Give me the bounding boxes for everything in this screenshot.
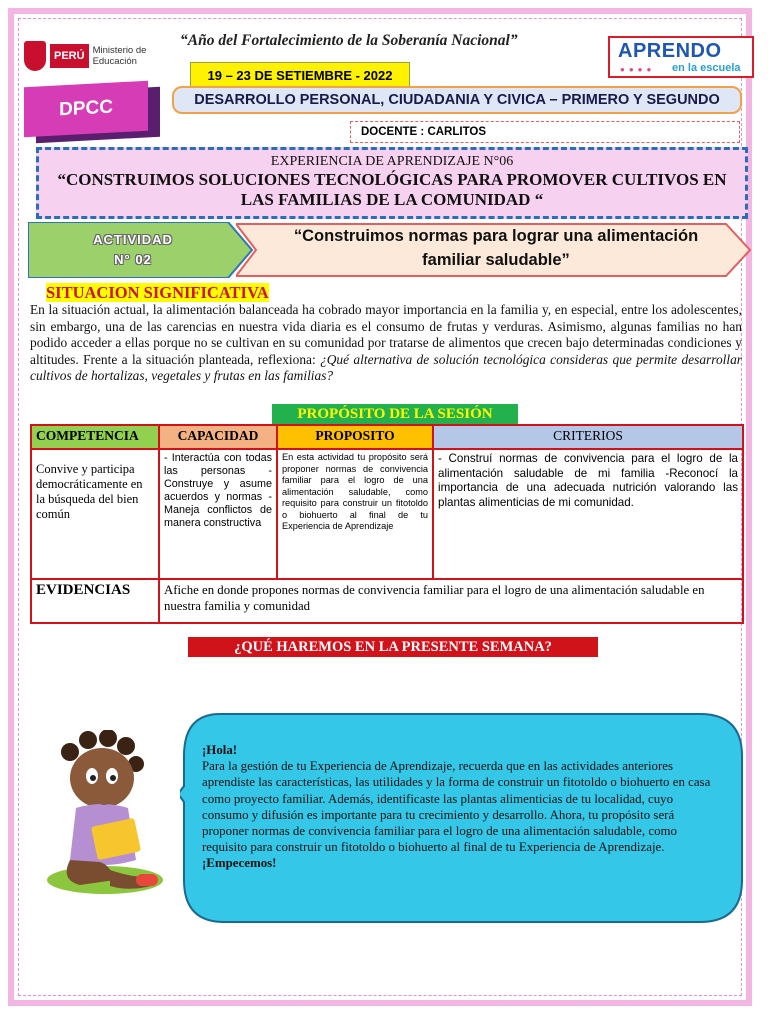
aprendo-logo-main: APRENDO (618, 40, 722, 62)
header-proposito: PROPOSITO (277, 425, 433, 449)
aprendo-logo-sub: en la escuela (672, 62, 741, 74)
situation-text (30, 302, 742, 385)
teacher-name: DOCENTE : CARLITOS (350, 121, 740, 143)
purpose-heading: PROPÓSITO DE LA SESIÓN (272, 404, 518, 424)
bubble-body: Para la gestión de tu Experiencia de Aprendizaje, recuerda que en las actividades anteriores aprendiste las características, las utilidades y la forma de construir un fitotoldo o biohuerto en casa como proyecto familiar. Además, identificaste las plantas alimenticias de tu localidad, cuyo consumo y difusión es importante para tu crecimiento y desarrollo. Ahora, tu propósito será proponer normas de convivencia familiar para el logro de una alimentación saludable, como requisito para construir un fitotoldo o biohuerto al final de tu Experiencia de Aprendizaje. (202, 759, 711, 855)
cell-proposito: En esta actividad tu propósito será proponer normas de convivencia familiar para el logro de una alimentación saludable, como requisito para construir un fitotoldo o biohuerto al final de tu Experiencia de Aprendizaje (277, 449, 433, 579)
week-heading: ¿QUÉ HAREMOS EN LA PRESENTE SEMANA? (188, 637, 598, 657)
cell-criterios: - Construí normas de convivencia para el logro de la alimentación saludable de mi familia -Reconocí la importancia de una adecuada nutrición valorando las plantas alimenticias de mi comunidad. (433, 449, 743, 579)
activity-badge (28, 222, 254, 278)
peru-shield-icon (24, 41, 46, 71)
girl-reading-illustration (40, 730, 170, 900)
aprendo-logo (608, 36, 754, 78)
activity-title-banner (236, 222, 752, 278)
situation-body: En la situación actual, la alimentación balanceada ha cobrado mayor importancia en la familia y, en especial, entre los adolescentes, sin embargo, una de las carencias en nuestra vida diaria es el consumo de frutas y verduras. Asimismo, algunas familias no han podido acceder a ellas porque no se cultivan en su comunidad por tratarse de alimentos que crecen bajo determinadas condiciones y altitudes. Frente a la situación planteada, reflexiona: (30, 302, 742, 367)
activity-label: ACTIVIDAD (93, 232, 173, 247)
experience-title: “CONSTRUIMOS SOLUCIONES TECNOLÓGICAS PARA PROMOVER CULTIVOS EN LAS FAMILIAS DE LA COMUNIDAD “ (57, 170, 727, 209)
activity-title: “Construimos normas para lograr una alimentación familiar saludable” (293, 227, 699, 269)
situation-question: ¿Qué alternativa de solución tecnológica consideras que permite desarrollar cultivos de hortalizas, vegetales y frutas en las familias? (30, 351, 742, 383)
header-criterios: CRITERIOS (433, 425, 743, 449)
aprendo-dots-icon: ● ● ● ● (620, 65, 653, 74)
experience-box (36, 147, 748, 219)
area-tag (24, 84, 156, 140)
experience-number: EXPERIENCIA DE APRENDIZAJE N°06 (270, 154, 514, 169)
evidence-text: Afiche en donde propones normas de convivencia familiar para el logro de una alimentación saludable en nuestra familia y comunidad (159, 579, 743, 623)
cell-competencia: Convive y participa democráticamente en la búsqueda del bien común (31, 449, 159, 579)
cell-capacidad: - Interactúa con todas las personas -Construye y asume acuerdos y normas -Maneja conflictos de manera constructiva (159, 449, 277, 579)
bubble-text (202, 742, 722, 872)
bubble-greeting: ¡Hola! (202, 743, 238, 757)
area-tag-label: DPCC (24, 81, 148, 137)
ministry-name: Ministerio de Educación (92, 45, 147, 67)
year-motto: “Año del Fortalecimiento de la Soberanía Nacional” (180, 32, 518, 49)
header-competencia: COMPETENCIA (31, 425, 159, 449)
purpose-table (30, 424, 744, 624)
peru-flag-label: PERÚ (50, 44, 89, 68)
header-capacidad: CAPACIDAD (159, 425, 277, 449)
situation-heading: SITUACION SIGNIFICATIVA (46, 283, 269, 302)
evidence-label: EVIDENCIAS (31, 579, 159, 623)
speech-bubble (180, 712, 744, 924)
ministry-logo (24, 34, 154, 78)
activity-number: N° 02 (114, 252, 152, 267)
date-range: 19 – 23 DE SETIEMBRE - 2022 (190, 62, 410, 88)
course-title: DESARROLLO PERSONAL, CIUDADANIA Y CIVICA – PRIMERO Y SEGUNDO (172, 86, 742, 114)
bubble-closing: ¡Empecemos! (202, 856, 277, 871)
